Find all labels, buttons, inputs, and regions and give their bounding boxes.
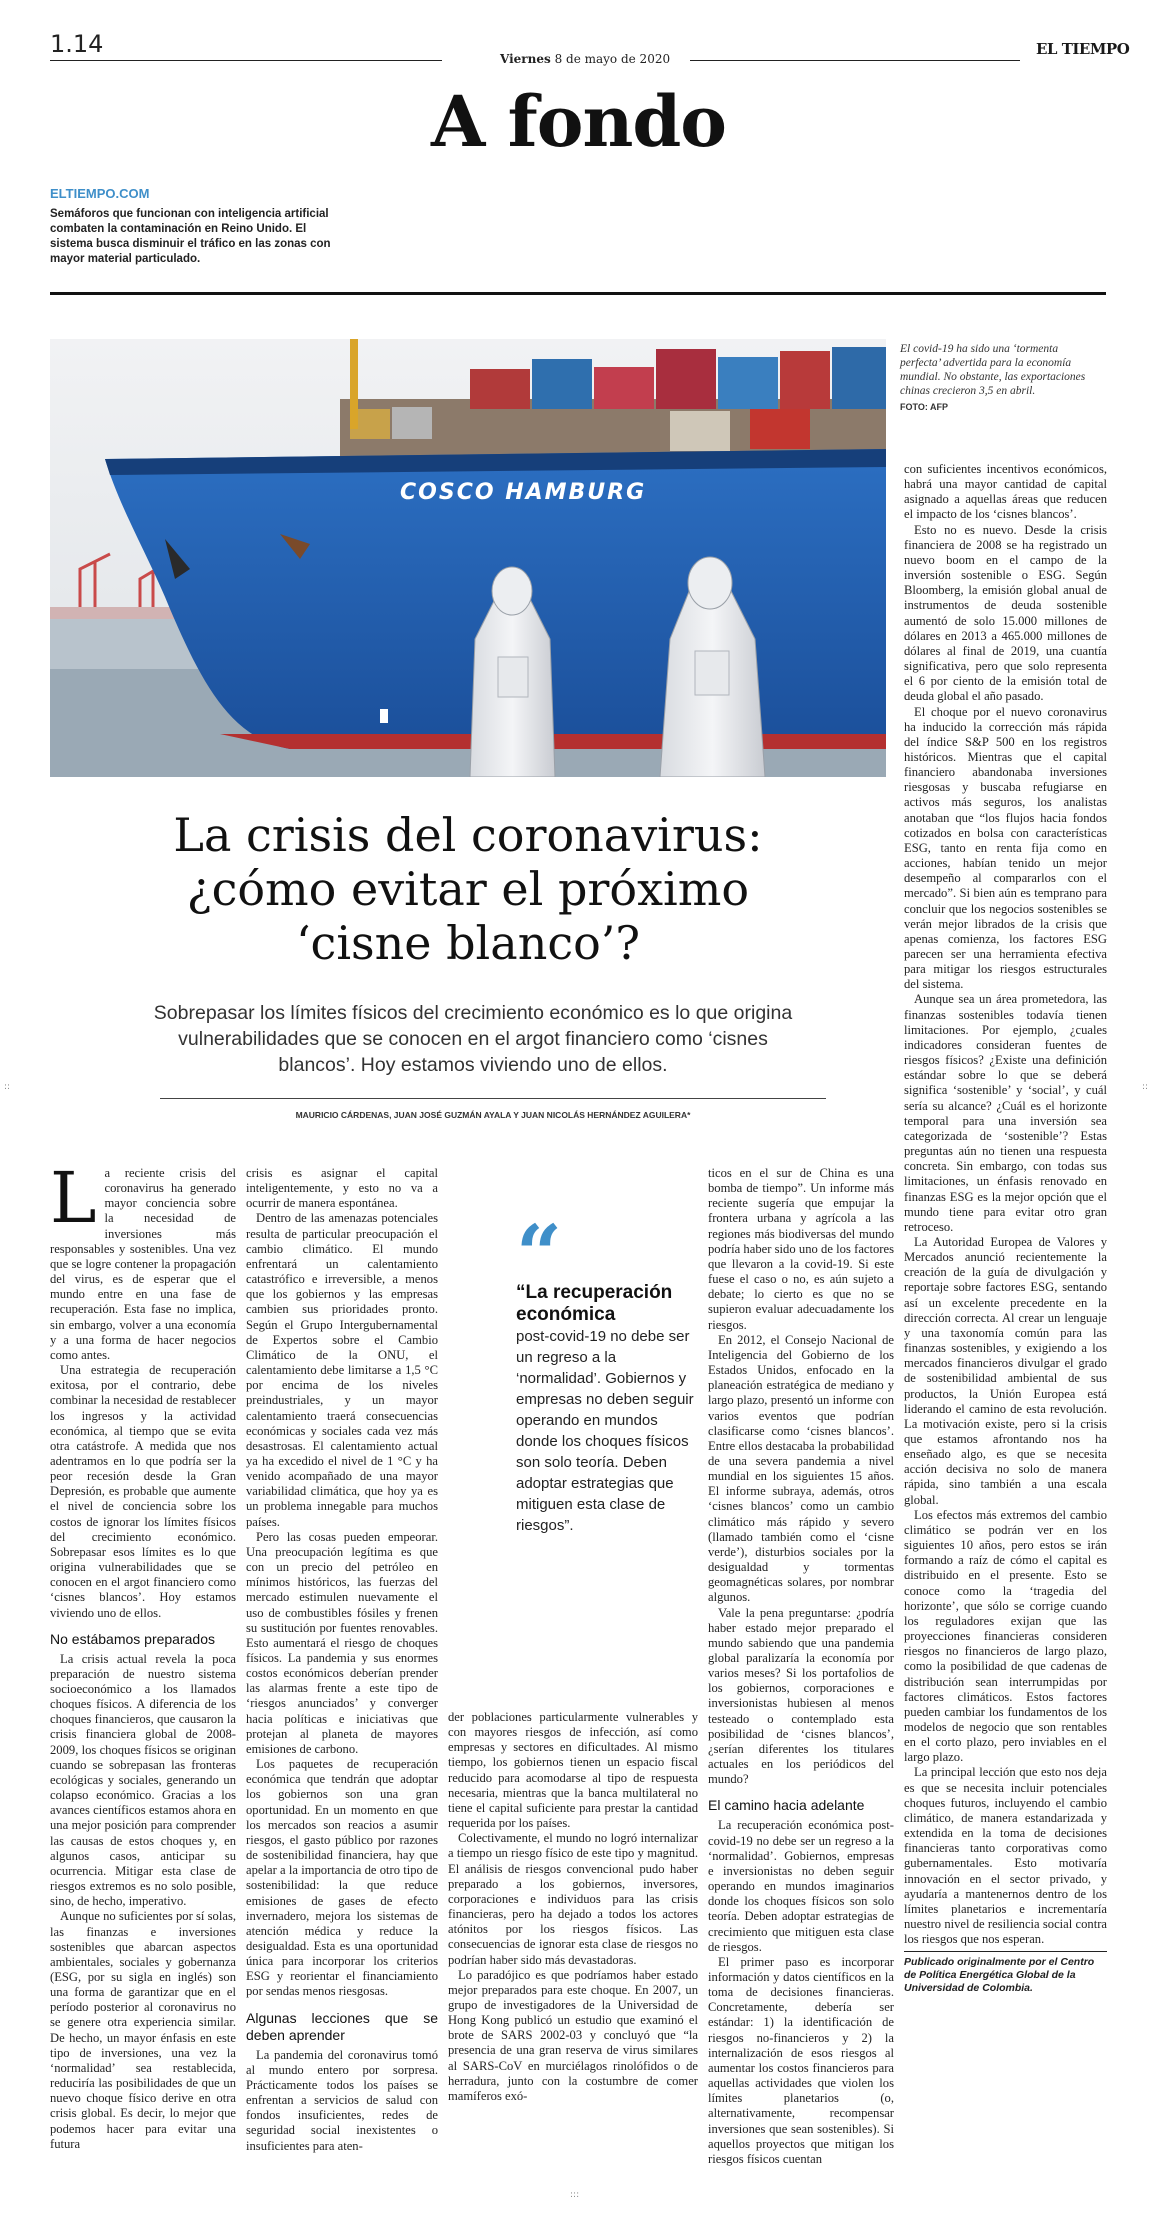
paragraph: Dentro de las amenazas potenciales resulta de particular preocupación el cambio climático. El mundo enfrentará un calentamiento catastrófico e irreversible, a menos que los gobiernos y las empresas cambien sus prioridades pronto. Según el Grupo Intergubernamental de Expertos sobre el Cambio Climático de la ONU, el calentamiento debe limitarse a 1,5 °C por encima de los niveles preindustriales, y un mayor calentamiento traerá consecuencias económicas y sociales cada vez más desastrosas. El calentamiento actual ya ha excedido el nivel de 1 °C y ha venido acompañado de una mayor variabilidad climática, que hoy ya es un problema innegable para muchos países. — [246, 1211, 438, 1529]
web-promo — [50, 186, 350, 267]
ship-name-text: COSCO HAMBURG — [400, 480, 647, 505]
section-divider — [50, 292, 1106, 295]
paragraph: Una estrategia de recuperación exitosa, por el contrario, debe combinar la necesidad de restablecer los ingresos y la actividad económica, al tiempo que se evita otra catástrofe. A medida que nos adentramos en lo que podría ser la peor recesión desde la Gran Depresión, es probable que aumente el nivel de conciencia sobre los costos de ignorar los límites físicos del crecimiento económico. Sobrepasar esos límites es lo que origina vulnerabilidades que se conocen en el argot financiero como ‘cisnes blancos’. Hoy estamos viviendo uno de ellos. — [50, 1363, 236, 1620]
article-byline: MAURICIO CÁRDENAS, JUAN JOSÉ GUZMÁN AYALA Y JUAN NICOLÁS HERNÁNDEZ AGUILERA* — [295, 1110, 691, 1120]
article-column-1 — [50, 1157, 236, 2152]
paragraph: der poblaciones particularmente vulnerables y con mayores riesgos de infección, así como empresas y sectores en dificultades. Al mismo tiempo, los gobiernos tienen un espacio fiscal reducido para acomodarse al tipo de respuesta necesaria, mientras que la banca multilateral no tiene el capital suficiente para prestar la cantidad requerida por los países. — [448, 1710, 698, 1831]
article-subhead: Sobrepasar los límites físicos del crecimiento económico es lo que origina vulnerabilidades que se conocen en el argot financiero como ‘cisnes blancos’. Hoy estamos viviendo uno de ellos. — [153, 1002, 793, 1076]
masthead-logo: EL TIEMPO — [1036, 40, 1130, 58]
section-subheading: No estábamos preparados — [50, 1630, 215, 1647]
header-rule-right — [690, 60, 1020, 61]
paragraph: Aunque no suficientes por sí solas, las finanzas e inversiones sostenibles que abarcan aspectos ambientales, sociales y gobernanza (ESG, por su sigla en inglés) son una forma de garantizar que en el período posterior al coronavirus no se genere otra experiencia similar. De hecho, un mayor énfasis en este tipo de inversiones, una vez la ‘normalidad’ sea restablecida, reduciría las posibilidades de que un nuevo choque físico derive en otra crisis global. Es decir, lo mejor que podemos hacer para evitar una futura — [50, 1909, 236, 2151]
paragraph: con suficientes incentivos económicos, habrá una mayor cantidad de capital asignado a aquellas áreas que reducen el impacto de los ‘cisnes blancos’. — [904, 462, 1107, 522]
headline-line-3: ‘cisne blanco’? — [295, 916, 641, 970]
lead-photo — [50, 339, 886, 777]
paragraph: La crisis actual revela la poca preparación de nuestro sistema socioeconómico a los llamados choques físicos. A diferencia de los choques financieros, que causaron la crisis financiera global de 2008-2009, los choques físicos se originan cuando se sobrepasan las fronteras ecológicas y sociales, generando un colapso económico. Gracias a los avances científicos estamos ahora en una mejor posición para comprender las causas de estos choques y, en algunos casos, anticipar su ocurrencia. Mitigar esta clase de riesgos extremos es no solo posible, sino, de hecho, imperativo. — [50, 1651, 236, 1909]
paragraph: La principal lección que esto nos deja es que se necesita incluir potenciales choques futuros, incluyendo el cambio climático, de manera estandarizada y extendida en la toma de decisiones financieras tanto corporativas como gubernamentales. Esto motivaría innovación en el sector privado, y ayudaría a mantenernos dentro de los límites planetarios e incrementaría nuestro nivel de resiliencia social contra los riesgos que nos esperan. — [904, 1765, 1107, 1947]
paragraph: Los paquetes de recuperación económica que tendrán que adoptar los gobiernos son una gran oportunidad. En un momento en que los mercados son reacios a asumir riesgos, el gasto público por razones de sostenibilidad financiera, hay que apelar a la importancia de otro tipo de sostenibilidad: la que reduce emisiones de gases de efecto invernadero, mejora los sistemas de atención médica y reduce la desigualdad. Esta es una oportunidad única para incorporar los criterios ESG y reorientar el financiamiento por sendas menos riesgosas. — [246, 1757, 438, 1999]
paragraph: La pandemia del coronavirus tomó al mundo entero por sorpresa. Prácticamente todos los países se enfrentan a servicios de salud con fondos insuficientes, redes de seguridad social inexistentes o insuficientes para aten- — [246, 2047, 438, 2153]
credit-rule — [904, 1951, 1107, 1952]
publication-credit: Publicado originalmente por el Centro de Política Energética Global de la Universidad de Colombia. — [904, 1956, 1095, 1995]
header-rule-left — [50, 60, 442, 61]
issue-day: Viernes — [500, 52, 551, 66]
paragraph: Lo paradójico es que podríamos haber estado mejor preparados para este choque. En 2007, un grupo de investigadores de la Universidad de Hong Kong publicó un estudio que examinó el brote de SARS 2002-03 y concluyó que “la presencia de una gran reserva de virus similares al SARS-CoV en murciélagos rinolófidos o de herradura, junto con la costumbre de comer mamíferos exó- — [448, 1967, 698, 2103]
right-margin-mark: :: — [1142, 1082, 1149, 1092]
pull-quote — [516, 1207, 696, 1536]
issue-date — [500, 52, 670, 66]
article-column-5 — [904, 462, 1107, 1995]
article-column-4 — [708, 1166, 894, 2167]
issue-date-rest: 8 de mayo de 2020 — [554, 52, 671, 66]
headline-line-1: La crisis del coronavirus: — [173, 808, 763, 862]
headline-line-2: ¿cómo evitar el próximo — [186, 862, 750, 916]
left-margin-mark: :: — [4, 1082, 11, 1092]
bottom-margin-mark: ::: — [570, 2190, 580, 2200]
paragraph: crisis es asignar el capital inteligentemente, y esto no va a ocurrir de manera espontánea. — [246, 1166, 438, 1211]
promo-text: Semáforos que funcionan con inteligencia artificial combaten la contaminación en Reino Unido. El sistema busca disminuir el tráfico en las zonas con mayor material particulado. — [50, 208, 331, 265]
byline-rule-top — [160, 1098, 826, 1099]
paragraph: La Autoridad Europea de Valores y Mercados anunció recientemente la creación de la guía de divulgación y reportaje sobre factores ESG, sentando así un excelente precedente en la dirección correcta. Al crear un lenguaje y una taxonomía común para las finanzas sostenibles, y exigiendo a los mercados financieros divulgar el grado de sostenibilidad ambiental de sus productos, la Unión Europea está liderando el camino de esta revolución. La motivación existe, pero si la crisis que estamos afrontando nos ha enseñado algo, es que se necesita acción decisiva no solo de manera rápida, sino también a una escala global. — [904, 1234, 1107, 1507]
photo-credit: FOTO: AFP — [900, 402, 948, 412]
paragraph: Los efectos más extremos del cambio climático se podrán ver en los siguientes 10 años, pero estos se irán formando a raíz de cómo el capital es distribuido en el presente. Esto se conoce como la ‘tragedia del horizonte’, que sólo se corrige cuando los reguladores exijan que las proyecciones financieras consideren riesgos no financieros de largo plazo, como la posibilidad de que cadenas de distribución sean interrumpidas por factores climáticos. Estos factores pueden cambiar los fundamentos de los modelos de negocio que son rentables en el corto plazo, pero inviables en el largo plazo. — [904, 1507, 1107, 1765]
paragraph: Pero las cosas pueden empeorar. Una preocupación legítima es que con un precio del petróleo en mínimos históricos, las fuerzas del mercado estimulen nuevamente el uso de combustibles fósiles y frenen su sustitución por fuentes renovables. Esto aumentará el riesgo de choques físicos. La pandemia y sus enormes costos económicos deberían prender las alarmas frente a este tipo de ‘riesgos anunciados’ y converger hacia políticas e iniciativas que protejan al planeta de mayores emisiones de carbono. — [246, 1529, 438, 1756]
paragraph: La recuperación económica post-covid-19 no debe ser un regreso a la ‘normalidad’. Gobiernos, empresas e inversionistas no deben seguir operando en mundos imaginarios donde los choques físicos son solo teoría. Deben adoptar estrategias de crecimiento que mitiguen esta clase de riesgos. — [708, 1818, 894, 1954]
ship-photo-illustration — [50, 339, 886, 777]
paragraph: Esto no es nuevo. Desde la crisis financiera de 2008 se ha registrado un nuevo boom en el campo de la inversión sostenible o ESG. Según Bloomberg, la emisión global anual de instrumentos de deuda sostenible aumentó de solo 15.000 millones de dólares en 2013 a 465.000 millones de dólares al final de 2019, una cuantía significativa, pero que solo representa el 6 por ciento de la emisión total de deuda global el año pasado. — [904, 522, 1107, 704]
paragraph: En 2012, el Consejo Nacional de Inteligencia del Gobierno de los Estados Unidos, enfocado en la planeación estratégica de mediano y largo plazo, presentó un informe con varios eventos que podrían clasificarse como ‘cisnes blancos’. Entre ellos destacaba la probabilidad de una severa pandemia a nivel mundial en los siguientes 15 años. El informe subraya, además, otros ‘cisnes blancos’ como un cambio climático más rápido y severo (llamado también como el ‘cisne verde’), disturbios sociales por la desigualdad y tormentas geomagnéticas solares, por nombrar algunos. — [708, 1332, 894, 1605]
photo-caption — [900, 342, 1090, 414]
article-headline — [50, 808, 886, 970]
paragraph: a reciente crisis del coronavirus ha generado mayor conciencia sobre la necesidad de inversiones más responsables y sostenibles. Una vez que se logre contener la propagación del virus, es de esperar que el mundo entre en una fase de recuperación. Esta fase no implica, sin embargo, volver a una economía y a una forma de hacer negocios como antes. — [50, 1166, 236, 1362]
page-number: 1.14 — [50, 30, 104, 58]
paragraph: El primer paso es incorporar información y datos científicos en la toma de decisiones financieras. Concretamente, debería ser estándar: 1) la identificación de riesgos no-financieros y 2) la internalización de esos riesgos al aumentar los costos financieros para aquellas actividades que violen los límites planetarios (o, alternativamente, recompensar inversiones que sean sostenibles). Si aquellos proyectos que mitigan los riesgos físicos cuentan — [708, 1954, 894, 2166]
paragraph: Vale la pena preguntarse: ¿podría haber estado mejor preparado el mundo sabiendo que una pandemia global paralizaría la economía por varios meses? Si los portafolios de los gobiernos, corporaciones e inversionistas hubiesen al menos testeado o contemplado esta posibilidad de ‘cisnes blancos’, ¿serían diferentes los titulares actuales en los periódicos del mundo? — [708, 1605, 894, 1787]
promo-tag[interactable]: ELTIEMPO.COM — [50, 186, 150, 201]
quote-lead: “La recuperación económica — [516, 1282, 673, 1325]
section-subheading: Algunas lecciones que se deben aprender — [246, 2009, 438, 2043]
quote-mark-icon: “ — [516, 1207, 563, 1301]
drop-cap: L — [50, 1157, 97, 1239]
paragraph: Aunque sea un área prometedora, las finanzas sostenibles todavía tienen limitaciones. Por ejemplo, ¿cuales indicadores consideran fuentes de riesgos físicos? ¿Existe una definición estándar sobre lo que se deberá significa ‘sostenible’ y ‘social’, y cuál sería su alcance? ¿Cuál es el horizonte temporal para una inversión sea categorizada de ‘sostenible’? Estas preguntas aún no tienen una respuesta concreta. Sin embargo, con todas sus limitaciones, un énfasis renovado en finanzas ESG es la mejor opción que el mundo tiene para evitar otro gran retroceso. — [904, 992, 1107, 1234]
paragraph: El choque por el nuevo coronavirus ha inducido la corrección más rápida del índice S&P 500 en los registros históricos. Mientras que el capital financiero abandonaba inversiones riesgosas y buscaba refugiarse en activos más seguros, los analistas anotaban que “los flujos hacia fondos cotizados en bolsa con características ESG, tanto en renta fija como en acciones, habían tenido un mejor desempeño al compararlos con el mercado”. Si bien aún es temprano para concluir que los negocios sostenibles se verán mejor librados de la crisis que apenas comienza, los factores ESG parecen ser una herramienta efectiva para mitigar los riesgos estructurales del sistema. — [904, 704, 1107, 992]
section-subheading: El camino hacia adelante — [708, 1797, 865, 1814]
article-column-3 — [448, 1710, 698, 2104]
section-title: A fondo — [430, 80, 726, 163]
paragraph: ticos en el sur de China es una bomba de tiempo”. Un informe más reciente sugería que empujar la frontera urbana y agrícola a las regiones más biodiversas del mundo podría haber sido uno de los factores que llevaron a la covid-19. Si este fuese el caso o no, es aún sujeto a debate; lo cierto es que no se supieron evaluar adecuadamente los riesgos. — [708, 1166, 894, 1332]
quote-text: post-covid-19 no debe ser un regreso a la ‘normalidad’. Gobiernos y empresas no deben seguir operando en mundos donde los choques físicos son solo teoría. Deben adoptar estrategias que mitiguen esta clase de riesgos”. — [516, 1328, 694, 1534]
paragraph: Colectivamente, el mundo no logró internalizar a tiempo un riesgo físico de este tipo y magnitud. El análisis de riesgos convencional pudo haber preparado a los gobiernos, inversores, corporaciones e individuos para las crisis financieras, pero ha dejado a todos los actores atónitos por los riesgos físicos. Las consecuencias de ignorar esta clase de riesgos no podrían haber sido más devastadoras. — [448, 1831, 698, 1967]
caption-text: El covid-19 ha sido una ‘tormenta perfecta’ advertida para la economía mundial. No obstante, las exportaciones chinas crecieron 3,5 en abril. — [900, 343, 1086, 397]
article-column-2 — [246, 1166, 438, 2154]
